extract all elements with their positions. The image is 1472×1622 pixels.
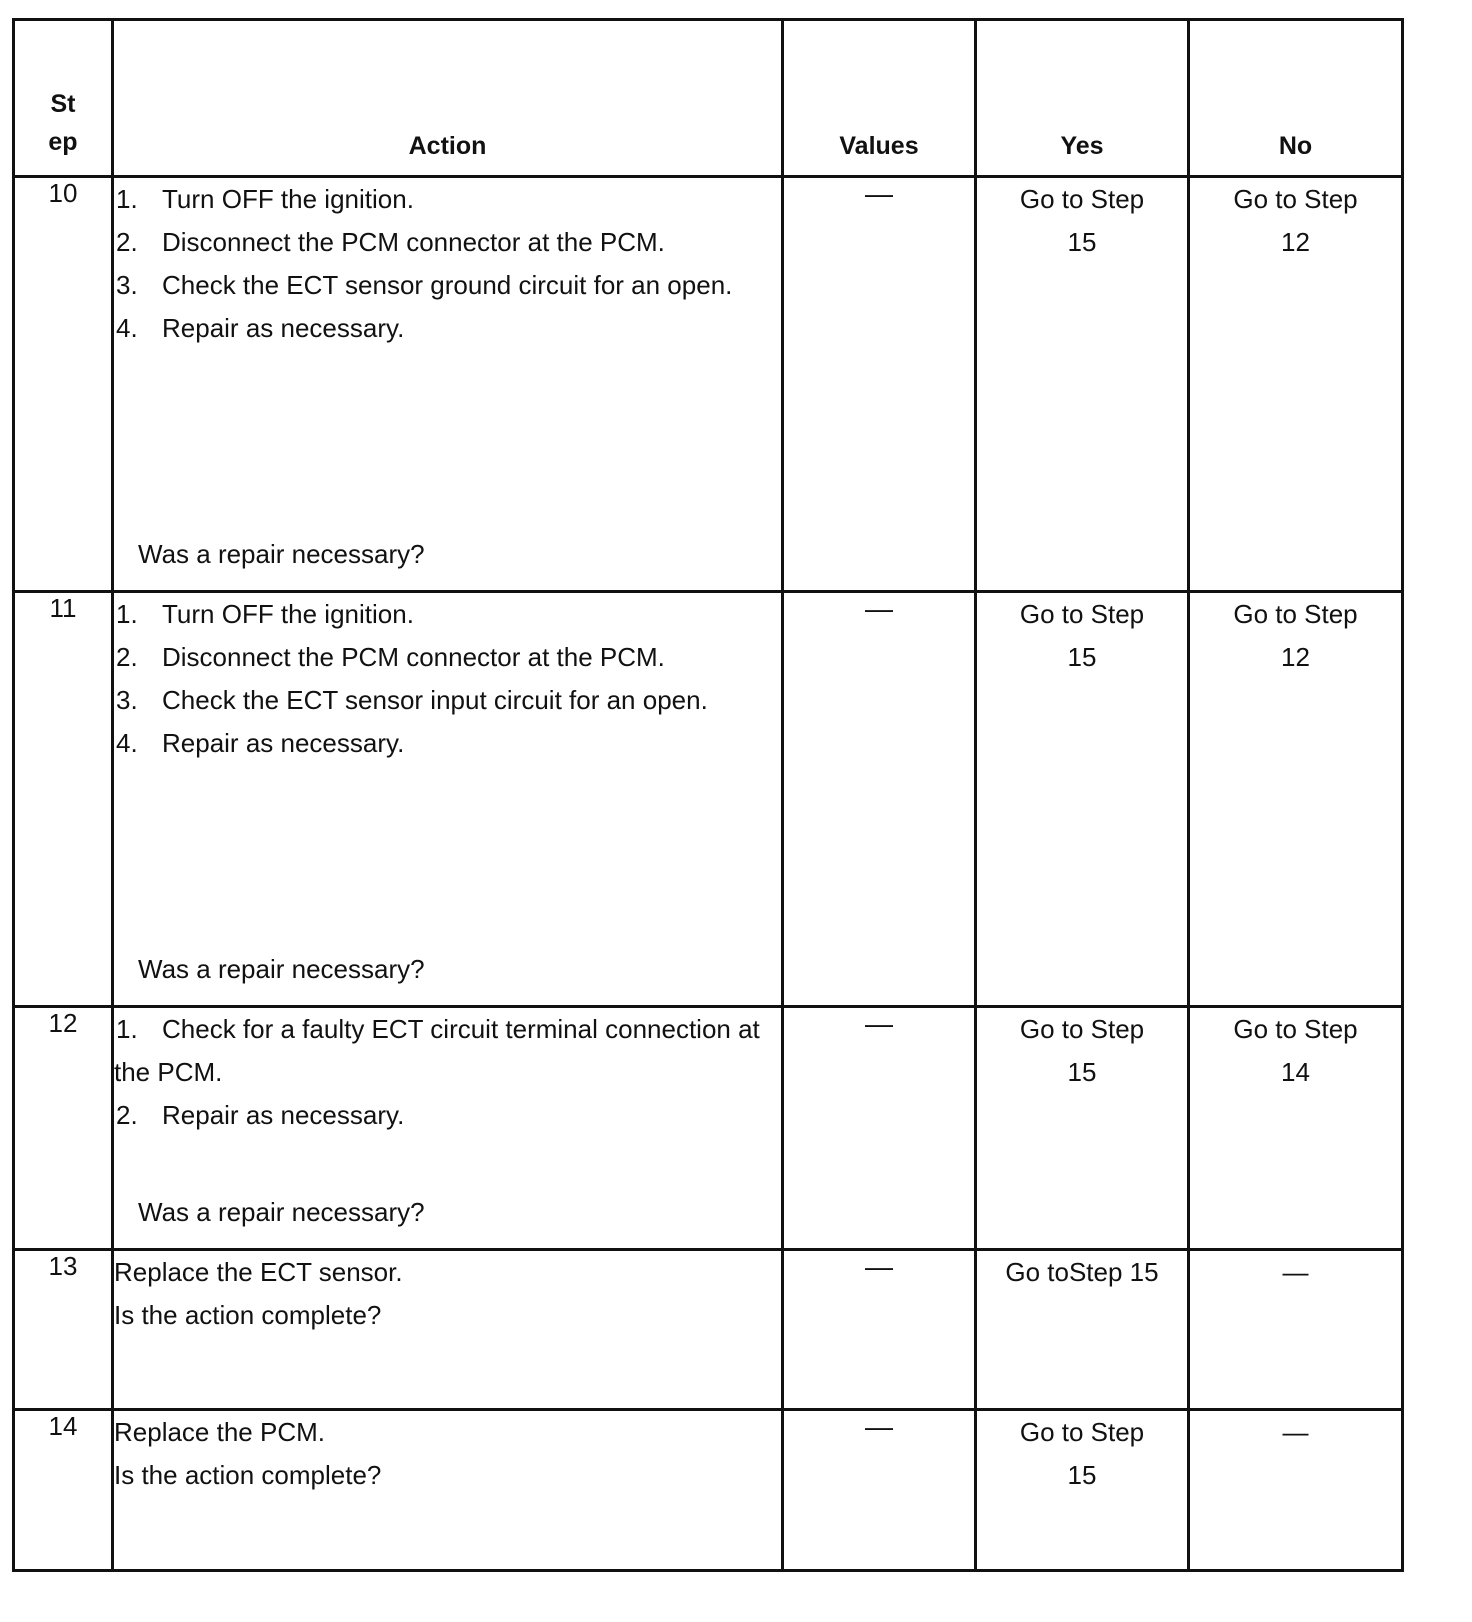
header-row [14,20,1403,177]
values-cell: — [783,592,976,1007]
action-list [114,593,781,765]
header-values: Values [783,20,976,177]
list-item: 2. Disconnect the PCM connector at the PCM. [116,642,665,672]
action-cell [113,1410,783,1571]
step-number: 11 [14,592,113,1007]
action-line: Replace the PCM. [114,1417,325,1447]
question-text: Was a repair necessary? [138,954,425,984]
action-cell [113,1250,783,1410]
question-text: Is the action complete? [114,1460,382,1490]
step-number: 13 [14,1250,113,1410]
yes-cell: Go to Step 15 [976,177,1189,592]
list-item: 1. Turn OFF the ignition. [116,184,414,214]
header-action: Action [113,20,783,177]
list-item: 4. Repair as necessary. [116,728,405,758]
list-item: 2. Disconnect the PCM connector at the PCM. [116,227,665,257]
question-text: Was a repair necessary? [138,1197,425,1227]
step-number: 10 [14,177,113,592]
action-list [114,1008,781,1137]
step-number: 12 [14,1007,113,1250]
values-cell: — [783,1410,976,1571]
list-item: 1. Turn OFF the ignition. [116,599,414,629]
yes-cell: Go to Step 15 [976,1410,1189,1571]
yes-cell: Go to Step 15 [976,1007,1189,1250]
table-row [14,1250,1403,1410]
values-cell: — [783,177,976,592]
yes-cell: Go to Step 15 [976,592,1189,1007]
list-item: 1. Check for a faulty ECT circuit terminal connection at the PCM. [114,1014,760,1087]
table-row [14,1007,1403,1250]
list-item: 4. Repair as necessary. [116,313,405,343]
yes-cell: Go toStep 15 [976,1250,1189,1410]
action-list [114,178,781,350]
values-cell: — [783,1250,976,1410]
list-item: 3. Check the ECT sensor input circuit for an open. [116,685,708,715]
diagnostic-table [12,18,1404,1572]
table-row [14,592,1403,1007]
header-yes: Yes [976,20,1189,177]
header-step: St ep [14,20,113,177]
action-line: Replace the ECT sensor. [114,1257,403,1287]
table-row [14,1410,1403,1571]
no-cell: Go to Step 14 [1189,1007,1403,1250]
question-text: Was a repair necessary? [138,539,425,569]
action-cell [113,177,783,592]
values-cell: — [783,1007,976,1250]
no-cell: — [1189,1250,1403,1410]
no-cell: Go to Step 12 [1189,592,1403,1007]
action-cell [113,592,783,1007]
action-cell [113,1007,783,1250]
step-number: 14 [14,1410,113,1571]
list-item: 3. Check the ECT sensor ground circuit for an open. [116,270,733,300]
question-text: Is the action complete? [114,1300,382,1330]
header-no: No [1189,20,1403,177]
no-cell: — [1189,1410,1403,1571]
no-cell: Go to Step 12 [1189,177,1403,592]
list-item: 2. Repair as necessary. [116,1100,405,1130]
table-row [14,177,1403,592]
